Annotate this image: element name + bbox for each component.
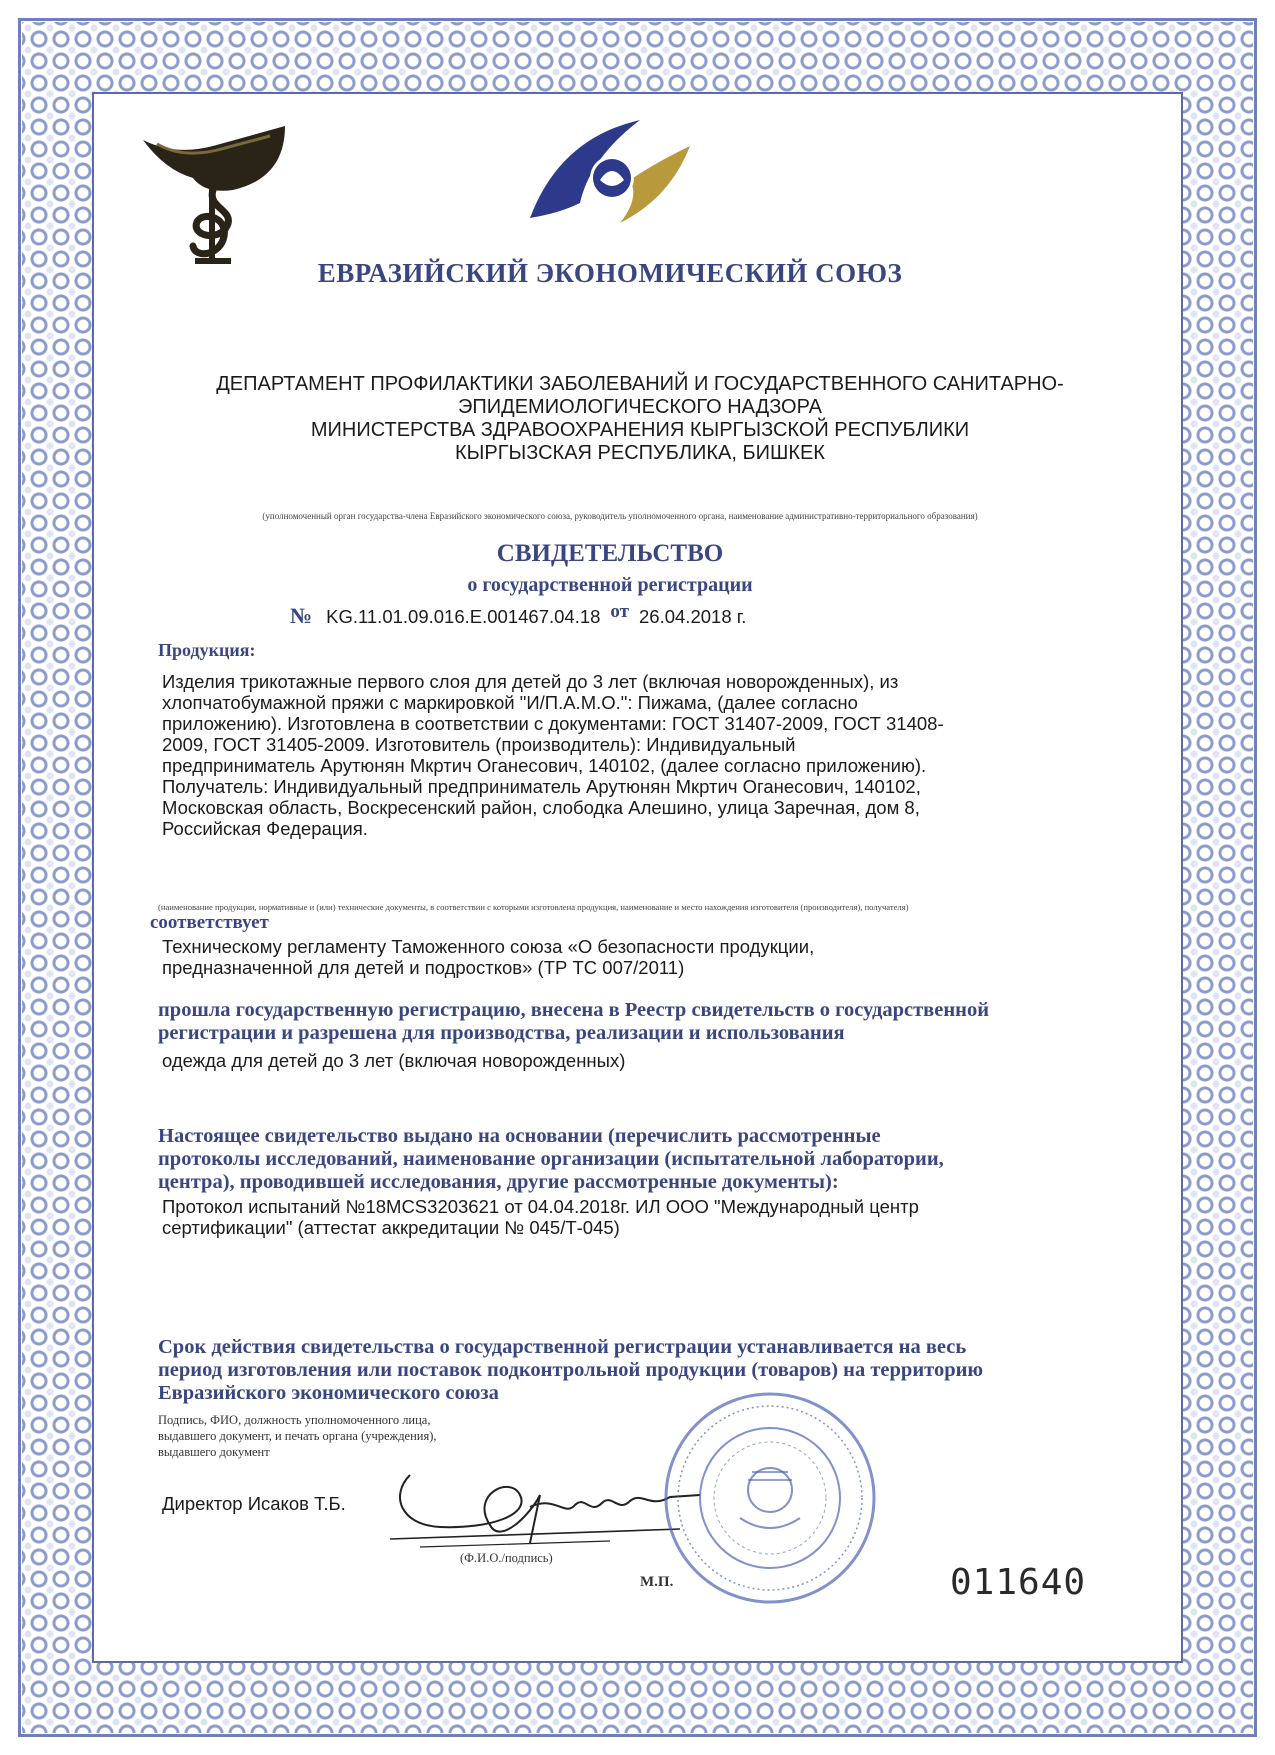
certificate-title: СВИДЕТЕЛЬСТВО xyxy=(496,540,724,567)
union-name: ЕВРАЗИЙСКИЙ ЭКОНОМИЧЕСКИЙ СОЮЗ xyxy=(317,258,903,288)
name-signature-caption: (Ф.И.О./подпись) xyxy=(460,1551,553,1565)
registration-statement xyxy=(158,999,1118,1045)
basis-line: протоколы исследований, наименование организации (испытательной лаборатории, xyxy=(158,1148,944,1170)
product-line: Получатель: Индивидуальный предприниматель Арутюнян Мкртич Оганесович, 140102, xyxy=(162,776,921,797)
signer-name: Директор Исаков Т.Б. xyxy=(162,1493,346,1514)
signature-caption-line: выдавшего документ, и печать органа (учреждения), xyxy=(158,1429,437,1443)
department-line-2: ЭПИДЕМИОЛОГИЧЕСКОГО НАДЗОРА xyxy=(458,396,822,418)
validity-statement xyxy=(158,1336,1118,1405)
validity-line: период изготовления или поставок подконтрольной продукции (товаров) на территорию xyxy=(158,1359,984,1381)
department-line-1: ДЕПАРТАМЕНТ ПРОФИЛАКТИКИ ЗАБОЛЕВАНИЙ И ГОСУДАРСТВЕННОГО САНИТАРНО- xyxy=(216,373,1064,395)
product-description xyxy=(162,671,1082,839)
registration-line: регистрации и разрешена для производства, реализации и использования xyxy=(158,1022,845,1044)
basis-detail-line: сертификации" (аттестат аккредитации № 045/Т-045) xyxy=(162,1217,620,1238)
regulation-line: предназначенной для детей и подростков» (ТР ТС 007/2011) xyxy=(162,957,685,978)
department-line-4: КЫРГЫЗСКАЯ РЕСПУБЛИКА, БИШКЕК xyxy=(455,442,825,464)
product-line: приложению). Изготовлена в соответствии с документами: ГОСТ 31407-2009, ГОСТ 31408- xyxy=(162,713,944,734)
certificate-subtitle: о государственной регистрации xyxy=(467,574,753,596)
eaeu-emblem xyxy=(520,118,700,233)
basis-statement xyxy=(158,1125,1118,1194)
validity-line: Евразийского экономического союза xyxy=(158,1382,499,1404)
basis-line: Настоящее свидетельство выдано на основании (перечислить рассмотренные xyxy=(158,1125,881,1147)
product-caption: (наименование продукции, нормативные и (или) технические документы, в соответствии с которыми изготовлена продукция, наименование и место нахождения изготовителя (производителя), получателя) xyxy=(158,902,909,912)
signature-caption-line: выдавшего документ xyxy=(158,1445,270,1459)
product-label: Продукция: xyxy=(158,640,256,660)
usage-scope: одежда для детей до 3 лет (включая новорожденных) xyxy=(162,1050,626,1071)
product-line: хлопчатобумажной пряжи с маркировкой "И/П.А.М.О.": Пижама, (далее согласно xyxy=(162,692,858,713)
department-line-3: МИНИСТЕРСТВА ЗДРАВООХРАНЕНИЯ КЫРГЫЗСКОЙ РЕСПУБЛИКИ xyxy=(310,419,970,441)
number-symbol: № xyxy=(290,603,313,628)
seal-label: М.П. xyxy=(640,1574,674,1590)
validity-line: Срок действия свидетельства о государственной регистрации устанавливается на весь xyxy=(158,1336,967,1358)
basis-detail xyxy=(162,1196,1062,1238)
signature-caption-line: Подпись, ФИО, должность уполномоченного лица, xyxy=(158,1413,431,1427)
regulation-line: Техническому регламенту Таможенного союза «О безопасности продукции, xyxy=(162,936,815,957)
certificate-number: KG.11.01.09.016.E.001467.04.18 xyxy=(326,606,601,627)
basis-detail-line: Протокол испытаний №18MCS3203621 от 04.04.2018г. ИЛ ООО "Международный центр xyxy=(162,1196,919,1217)
product-line: Российская Федерация. xyxy=(162,818,368,839)
authority-caption: (уполномоченный орган государства-члена Евразийского экономического союза, руководитель уполномоченного органа, наименование административно-территориального образования) xyxy=(262,511,978,521)
signature-caption xyxy=(158,1412,437,1460)
product-line: 2009, ГОСТ 31405-2009. Изготовитель (производитель): Индивидуальный xyxy=(162,734,796,755)
product-line: Московская область, Воскресенский район, слободка Алешино, улица Заречная, дом 8, xyxy=(162,797,920,818)
serial-number: 011640 xyxy=(950,1562,1087,1603)
product-line: Изделия трикотажные первого слоя для детей до 3 лет (включая новорожденных), из xyxy=(162,671,899,692)
date-prefix: от xyxy=(610,601,630,622)
product-line: предприниматель Арутюнян Мкртич Оганесович, 140102, (далее согласно приложению). xyxy=(162,755,927,776)
basis-line: центра), проводившей исследования, другие рассмотренные документы): xyxy=(158,1171,839,1193)
compliance-regulation xyxy=(162,936,1062,978)
certificate-number-line xyxy=(290,603,746,629)
compliance-label: соответствует xyxy=(150,912,269,933)
official-stamp xyxy=(660,1388,880,1608)
registration-line: прошла государственную регистрацию, внесена в Реестр свидетельств о государственной xyxy=(158,999,990,1021)
medical-bowl-emblem xyxy=(135,118,295,268)
certificate-date: 26.04.2018 г. xyxy=(639,606,747,627)
